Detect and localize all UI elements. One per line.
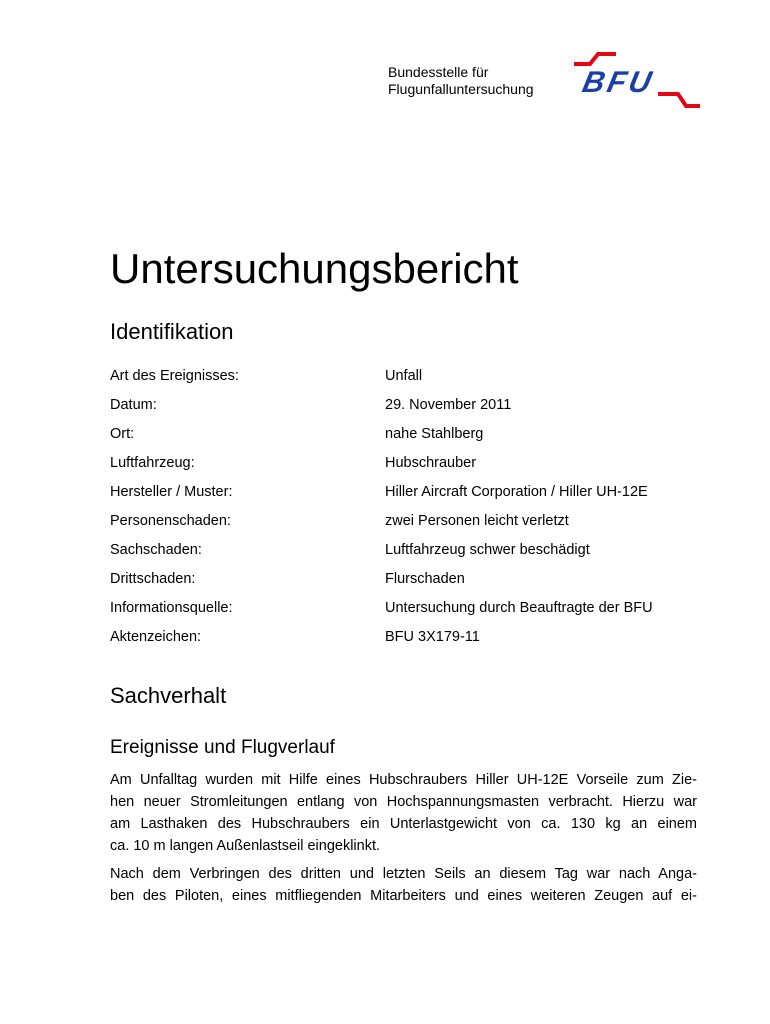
row-label: Aktenzeichen: <box>110 629 202 645</box>
paragraph-line: am Lasthaken des Hubschraubers ein Unterlastgewicht von ca. 130 kg an einem <box>110 816 697 832</box>
identification-row <box>110 366 700 395</box>
row-value: Unfall <box>385 368 423 384</box>
body-paragraph <box>110 863 697 907</box>
identification-row <box>110 598 700 627</box>
identification-row <box>110 627 700 656</box>
body-paragraph <box>110 769 697 857</box>
row-label: Personenschaden: <box>110 513 231 529</box>
identification-row <box>110 511 700 540</box>
row-label: Datum: <box>110 397 157 413</box>
organization-name <box>388 64 534 98</box>
paragraph-line: Nach dem Verbringen des dritten und letzten Seils an diesem Tag war nach Anga- <box>110 866 697 882</box>
row-value: BFU 3X179-11 <box>385 629 480 645</box>
identification-row <box>110 569 700 598</box>
paragraph-line: hen neuer Stromleitungen entlang von Hochspannungsmasten verbracht. Hierzu war <box>110 794 697 810</box>
row-value: Hubschrauber <box>385 455 477 471</box>
organization-name-line2: Flugunfalluntersuchung <box>388 81 534 97</box>
identification-heading: Identifikation <box>110 319 234 344</box>
row-label: Drittschaden: <box>110 571 196 587</box>
identification-row <box>110 395 700 424</box>
identification-table <box>110 366 700 656</box>
paragraph-line: ben des Piloten, eines mitfliegenden Mitarbeiters und eines weiteren Zeugen auf ei- <box>110 888 697 904</box>
row-value: zwei Personen leicht verletzt <box>385 513 569 529</box>
report-title: Untersuchungsbericht <box>110 245 519 292</box>
logo-text: BFU <box>579 66 658 99</box>
logo-top-swoosh <box>574 54 616 64</box>
row-label: Art des Ereignisses: <box>110 368 239 384</box>
row-label: Luftfahrzeug: <box>110 455 195 471</box>
row-value: Hiller Aircraft Corporation / Hiller UH-12E <box>385 484 648 500</box>
logo-bottom-swoosh <box>658 94 700 106</box>
row-value: 29. November 2011 <box>385 397 512 413</box>
row-label: Sachschaden: <box>110 542 202 558</box>
row-value: nahe Stahlberg <box>385 426 484 442</box>
row-value: Luftfahrzeug schwer beschädigt <box>385 542 590 558</box>
row-value: Untersuchung durch Beauftragte der BFU <box>385 600 653 616</box>
facts-heading: Sachverhalt <box>110 683 227 708</box>
events-subheading: Ereignisse und Flugverlauf <box>110 737 335 758</box>
identification-row <box>110 453 700 482</box>
row-label: Hersteller / Muster: <box>110 484 233 500</box>
identification-row <box>110 424 700 453</box>
identification-row <box>110 540 700 569</box>
row-label: Ort: <box>110 426 135 442</box>
identification-row <box>110 482 700 511</box>
row-label: Informationsquelle: <box>110 600 233 616</box>
organization-name-line1: Bundesstelle für <box>388 64 489 80</box>
row-value: Flurschaden <box>385 571 465 587</box>
bfu-logo <box>572 50 702 112</box>
paragraph-line: ca. 10 m langen Außenlastseil eingeklinkt. <box>110 838 381 854</box>
paragraph-line: Am Unfalltag wurden mit Hilfe eines Hubschraubers Hiller UH-12E Vorseile zum Zie- <box>110 772 697 788</box>
